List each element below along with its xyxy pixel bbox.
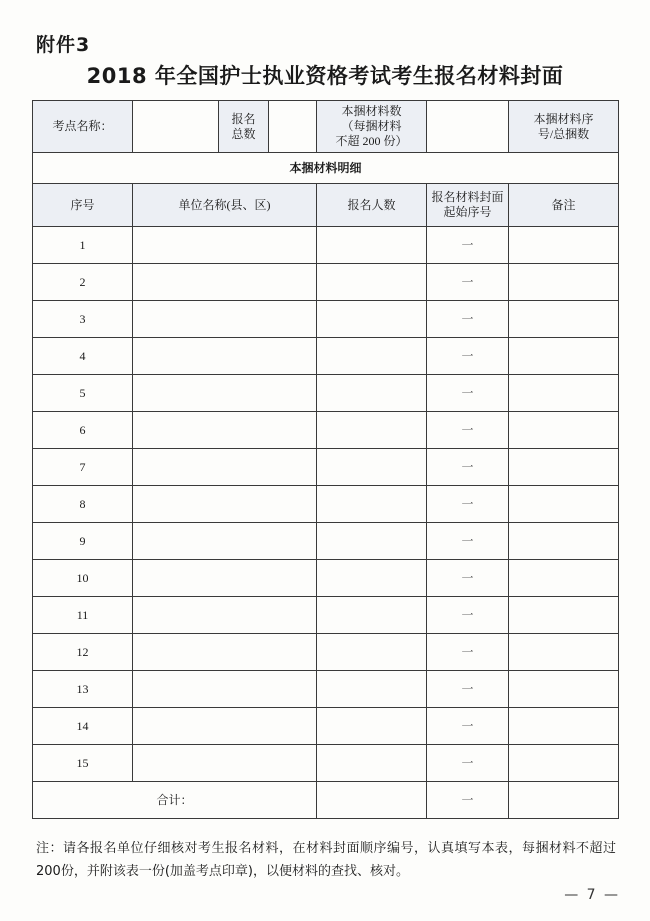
row-people[interactable] (317, 560, 427, 597)
row-no: 2 (33, 264, 133, 301)
row-no: 14 (33, 708, 133, 745)
row-start-no[interactable]: 一 (427, 745, 509, 782)
bundle-seq-label: 本捆材料序 号/总捆数 (509, 101, 619, 153)
row-people[interactable] (317, 301, 427, 338)
row-remark[interactable] (509, 671, 619, 708)
row-start-no[interactable]: 一 (427, 338, 509, 375)
row-remark[interactable] (509, 301, 619, 338)
row-remark[interactable] (509, 597, 619, 634)
total-remark[interactable] (509, 782, 619, 819)
row-start-no[interactable]: 一 (427, 597, 509, 634)
row-no: 5 (33, 375, 133, 412)
row-remark[interactable] (509, 227, 619, 264)
row-remark[interactable] (509, 338, 619, 375)
column-header-unit: 单位名称(县、区) (133, 184, 317, 227)
row-people[interactable] (317, 338, 427, 375)
table-row (33, 671, 619, 708)
site-name-label: 考点名称： (33, 101, 133, 153)
row-start-no[interactable]: 一 (427, 264, 509, 301)
row-no: 11 (33, 597, 133, 634)
table-row (33, 560, 619, 597)
row-start-no[interactable]: 一 (427, 301, 509, 338)
row-people[interactable] (317, 523, 427, 560)
row-remark[interactable] (509, 523, 619, 560)
row-unit[interactable] (133, 301, 317, 338)
column-header-row (33, 184, 619, 227)
row-no: 7 (33, 449, 133, 486)
row-unit[interactable] (133, 523, 317, 560)
table-row (33, 745, 619, 782)
row-people[interactable] (317, 708, 427, 745)
row-people[interactable] (317, 745, 427, 782)
row-unit[interactable] (133, 671, 317, 708)
row-no: 3 (33, 301, 133, 338)
row-no: 15 (33, 745, 133, 782)
row-remark[interactable] (509, 634, 619, 671)
row-start-no[interactable]: 一 (427, 227, 509, 264)
table-row (33, 708, 619, 745)
row-start-no[interactable]: 一 (427, 634, 509, 671)
row-people[interactable] (317, 227, 427, 264)
row-start-no[interactable]: 一 (427, 560, 509, 597)
row-start-no[interactable]: 一 (427, 708, 509, 745)
total-count-value[interactable] (269, 101, 317, 153)
row-unit[interactable] (133, 227, 317, 264)
form-note: 注：请各报名单位仔细核对考生报名材料，在材料封面顺序编号，认真填写本表，每捆材料不超过200份，并附该表一份(加盖考点印章)，以便材料的查找、核对。 (36, 841, 616, 879)
form-header-row (33, 101, 619, 153)
row-no: 8 (33, 486, 133, 523)
row-remark[interactable] (509, 486, 619, 523)
registration-cover-form (32, 100, 619, 819)
column-header-start-no: 报名材料封面 起始序号 (427, 184, 509, 227)
row-no: 9 (33, 523, 133, 560)
row-unit[interactable] (133, 560, 317, 597)
row-start-no[interactable]: 一 (427, 375, 509, 412)
row-people[interactable] (317, 486, 427, 523)
row-unit[interactable] (133, 375, 317, 412)
row-no: 10 (33, 560, 133, 597)
section-title: 本捆材料明细 (33, 153, 619, 184)
row-start-no[interactable]: 一 (427, 671, 509, 708)
row-people[interactable] (317, 264, 427, 301)
row-unit[interactable] (133, 449, 317, 486)
row-start-no[interactable]: 一 (427, 486, 509, 523)
table-row (33, 301, 619, 338)
row-people[interactable] (317, 412, 427, 449)
row-people[interactable] (317, 449, 427, 486)
row-remark[interactable] (509, 560, 619, 597)
row-people[interactable] (317, 634, 427, 671)
row-remark[interactable] (509, 745, 619, 782)
row-unit[interactable] (133, 745, 317, 782)
row-unit[interactable] (133, 708, 317, 745)
row-people[interactable] (317, 671, 427, 708)
row-unit[interactable] (133, 634, 317, 671)
table-row (33, 264, 619, 301)
total-count-label: 报名 总数 (219, 101, 269, 153)
page-title: 2018 年全国护士执业资格考试考生报名材料封面 (86, 64, 564, 88)
page-number: — 7 — (564, 887, 620, 903)
total-label: 合计： (33, 782, 317, 819)
row-remark[interactable] (509, 412, 619, 449)
row-unit[interactable] (133, 264, 317, 301)
table-row (33, 486, 619, 523)
total-row (33, 782, 619, 819)
column-header-remark: 备注 (509, 184, 619, 227)
bundle-count-label: 本捆材料数 （每捆材料 不超 200 份） (317, 101, 427, 153)
section-title-row (33, 153, 619, 184)
attachment-label: 附件3 (36, 34, 91, 56)
table-row (33, 375, 619, 412)
row-no: 13 (33, 671, 133, 708)
row-remark[interactable] (509, 375, 619, 412)
row-no: 12 (33, 634, 133, 671)
table-row (33, 634, 619, 671)
column-header-people: 报名人数 (317, 184, 427, 227)
row-no: 6 (33, 412, 133, 449)
table-row (33, 597, 619, 634)
row-start-no[interactable]: 一 (427, 523, 509, 560)
site-name-value[interactable] (133, 101, 219, 153)
row-unit[interactable] (133, 486, 317, 523)
row-unit[interactable] (133, 338, 317, 375)
column-header-no: 序号 (33, 184, 133, 227)
table-row (33, 449, 619, 486)
row-remark[interactable] (509, 708, 619, 745)
table-row (33, 412, 619, 449)
bundle-count-value[interactable] (427, 101, 509, 153)
total-start-no[interactable]: 一 (427, 782, 509, 819)
table-row (33, 338, 619, 375)
row-no: 1 (33, 227, 133, 264)
row-people[interactable] (317, 597, 427, 634)
row-people[interactable] (317, 375, 427, 412)
table-row (33, 523, 619, 560)
row-start-no[interactable]: 一 (427, 412, 509, 449)
row-start-no[interactable]: 一 (427, 449, 509, 486)
table-row (33, 227, 619, 264)
row-unit[interactable] (133, 597, 317, 634)
row-unit[interactable] (133, 412, 317, 449)
total-people[interactable] (317, 782, 427, 819)
row-remark[interactable] (509, 264, 619, 301)
row-remark[interactable] (509, 449, 619, 486)
row-no: 4 (33, 338, 133, 375)
